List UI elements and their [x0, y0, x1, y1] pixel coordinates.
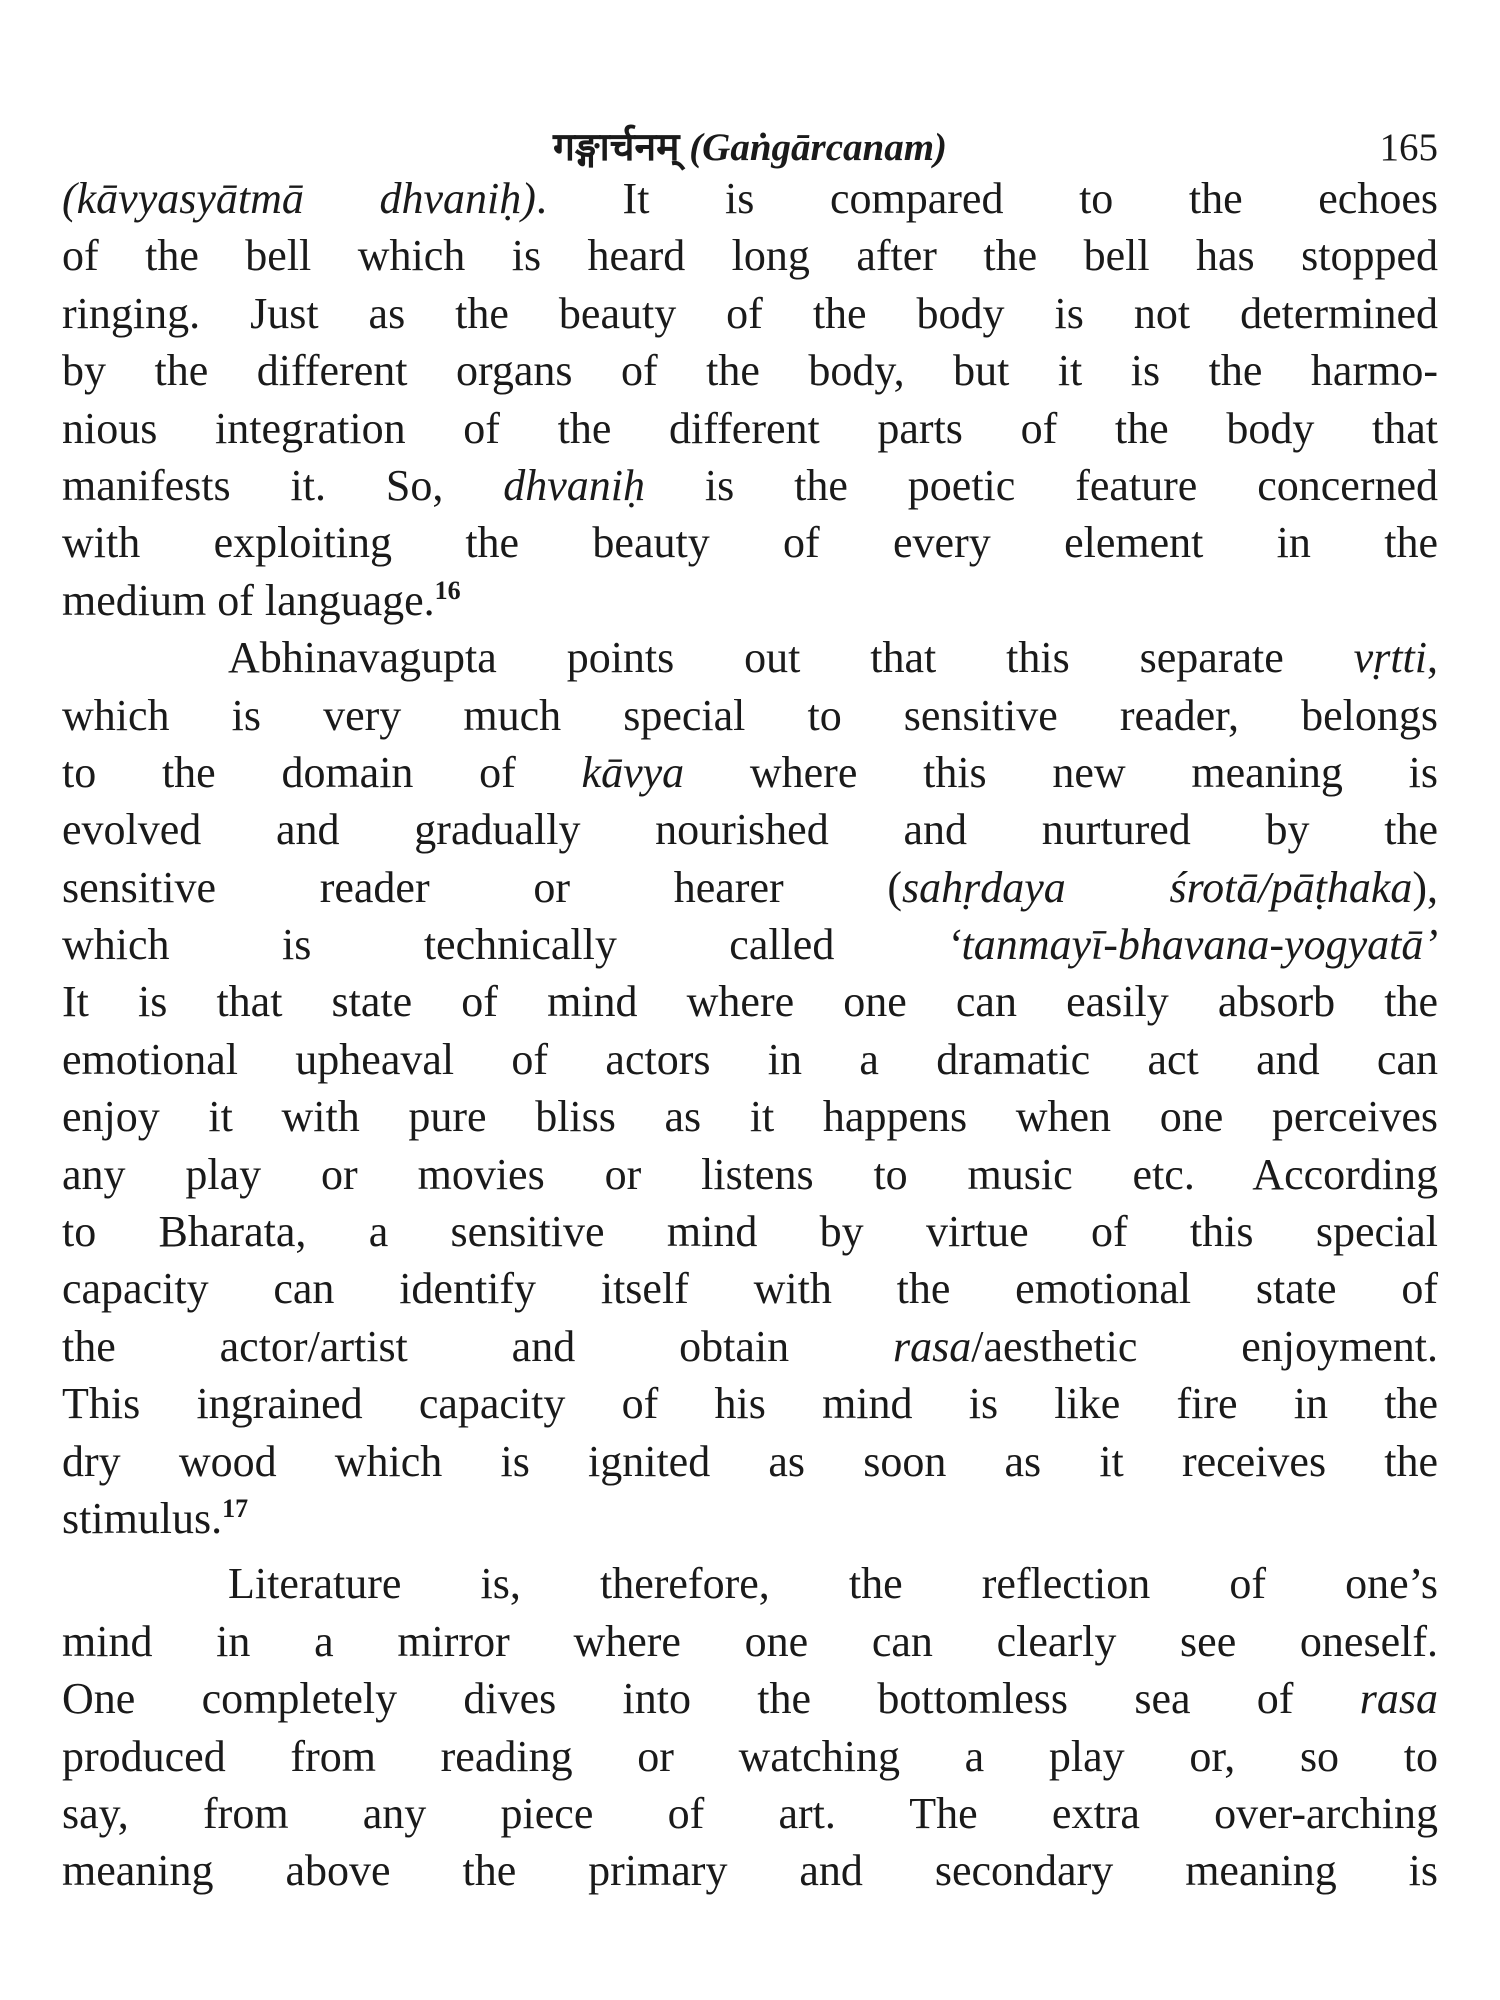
text-line: [62, 1146, 1438, 1203]
text-segment: Abhinavagupta points out that this separate: [228, 633, 1354, 683]
text-segment: Literature is, therefore, the reflection of one’s: [228, 1559, 1438, 1609]
text-segment: which is technically called: [62, 920, 947, 970]
text-segment: rasa: [892, 1321, 972, 1371]
text-segment: the actor/artist and obtain: [62, 1321, 893, 1371]
text-line: [62, 1375, 1438, 1432]
text-segment: vṛtti: [1353, 633, 1427, 683]
text-segment: stimulus.: [62, 1493, 223, 1543]
text-line: [62, 1088, 1438, 1145]
paragraph-gap: [62, 1547, 1438, 1555]
text-segment: say, from any piece of art. The extra over-arching: [62, 1788, 1438, 1838]
text-line: [62, 170, 1438, 227]
text-line: [62, 1260, 1438, 1317]
text-line: [62, 1555, 1438, 1612]
text-segment: medium of language.: [62, 575, 435, 625]
text-segment: capacity can identify itself with the emotional state of: [62, 1264, 1438, 1314]
text-segment: /aesthetic enjoyment.: [971, 1321, 1438, 1371]
body-text: [62, 170, 1438, 1900]
text-segment: is the poetic feature concerned: [645, 460, 1438, 510]
text-line: [62, 859, 1438, 916]
text-segment: ringing. Just as the beauty of the body is not determined: [62, 288, 1438, 338]
text-line: [62, 457, 1438, 514]
running-head: [62, 118, 1438, 178]
text-line: [62, 1613, 1438, 1670]
text-line: [62, 285, 1438, 342]
text-segment: dry wood which is ignited as soon as it receives the: [62, 1436, 1438, 1486]
text-segment: manifests it. So,: [62, 460, 504, 510]
text-line: [62, 1842, 1438, 1899]
text-segment: produced from reading or watching a play or, so to: [62, 1731, 1438, 1781]
text-line: [62, 400, 1438, 457]
text-line: [62, 973, 1438, 1030]
text-line: [62, 1031, 1438, 1088]
text-segment: meaning above the primary and secondary meaning is: [62, 1846, 1438, 1896]
text-line: [62, 572, 1438, 629]
text-segment: ,: [1427, 633, 1438, 683]
text-line: [62, 1203, 1438, 1260]
text-segment: kāvya: [581, 747, 685, 797]
text-line: [62, 1728, 1438, 1785]
text-segment: . It is compared to the echoes: [535, 174, 1438, 223]
title-devanagari: गङ्गार्चनम्: [552, 126, 680, 169]
text-line: [62, 342, 1438, 399]
text-line: [62, 514, 1438, 571]
text-segment: nious integration of the different parts of the body that: [62, 403, 1438, 453]
text-segment: to the domain of: [62, 747, 582, 797]
text-segment: to Bharata, a sensitive mind by virtue of this special: [62, 1207, 1438, 1257]
text-line: [62, 801, 1438, 858]
text-segment: ),: [1412, 862, 1438, 912]
text-segment: enjoy it with pure bliss as it happens when one perceives: [62, 1092, 1438, 1142]
text-segment: where this new meaning is: [684, 747, 1439, 797]
text-line: [62, 1433, 1438, 1490]
text-line: [62, 916, 1438, 973]
text-line: [62, 687, 1438, 744]
text-segment: evolved and gradually nourished and nurtured by the: [62, 805, 1438, 855]
text-segment: rasa: [1359, 1674, 1438, 1724]
text-line: [62, 1318, 1438, 1375]
text-segment: One completely dives into the bottomless sea of: [62, 1674, 1360, 1724]
text-segment: ‘tanmayī-bhavana-yogyatā’: [946, 920, 1438, 970]
text-line: [62, 227, 1438, 284]
text-segment: sahṛdaya śrotā/pāṭhaka: [902, 862, 1413, 912]
text-segment: which is very much special to sensitive reader, belongs: [62, 690, 1438, 740]
text-segment: It is that state of mind where one can easily absorb the: [62, 977, 1438, 1027]
text-segment: This ingrained capacity of his mind is like fire in the: [62, 1379, 1438, 1429]
footnote-ref: 16: [434, 575, 461, 605]
text-segment: with exploiting the beauty of every element in the: [62, 518, 1438, 568]
text-segment: any play or movies or listens to music etc. According: [62, 1149, 1438, 1199]
text-segment: by the different organs of the body, but it is the harmo-: [62, 346, 1438, 396]
text-segment: (kāvyasyātmā dhvaniḥ): [62, 174, 536, 223]
text-line: [62, 629, 1438, 686]
text-segment: mind in a mirror where one can clearly see oneself.: [62, 1616, 1438, 1666]
text-segment: emotional upheaval of actors in a dramatic act and can: [62, 1034, 1438, 1084]
page-number: 165: [1379, 126, 1438, 169]
running-title: [62, 118, 1438, 178]
text-line: [62, 1670, 1438, 1727]
text-line: [62, 744, 1438, 801]
text-segment: dhvaniḥ: [503, 460, 646, 510]
text-line: [62, 1785, 1438, 1842]
footnote-ref: 17: [222, 1493, 249, 1523]
text-segment: sensitive reader or hearer (: [62, 862, 903, 912]
text-line: [62, 1490, 1438, 1547]
title-roman: (Gaṅgārcanam): [689, 126, 948, 169]
text-segment: of the bell which is heard long after the bell has stopped: [62, 231, 1438, 281]
